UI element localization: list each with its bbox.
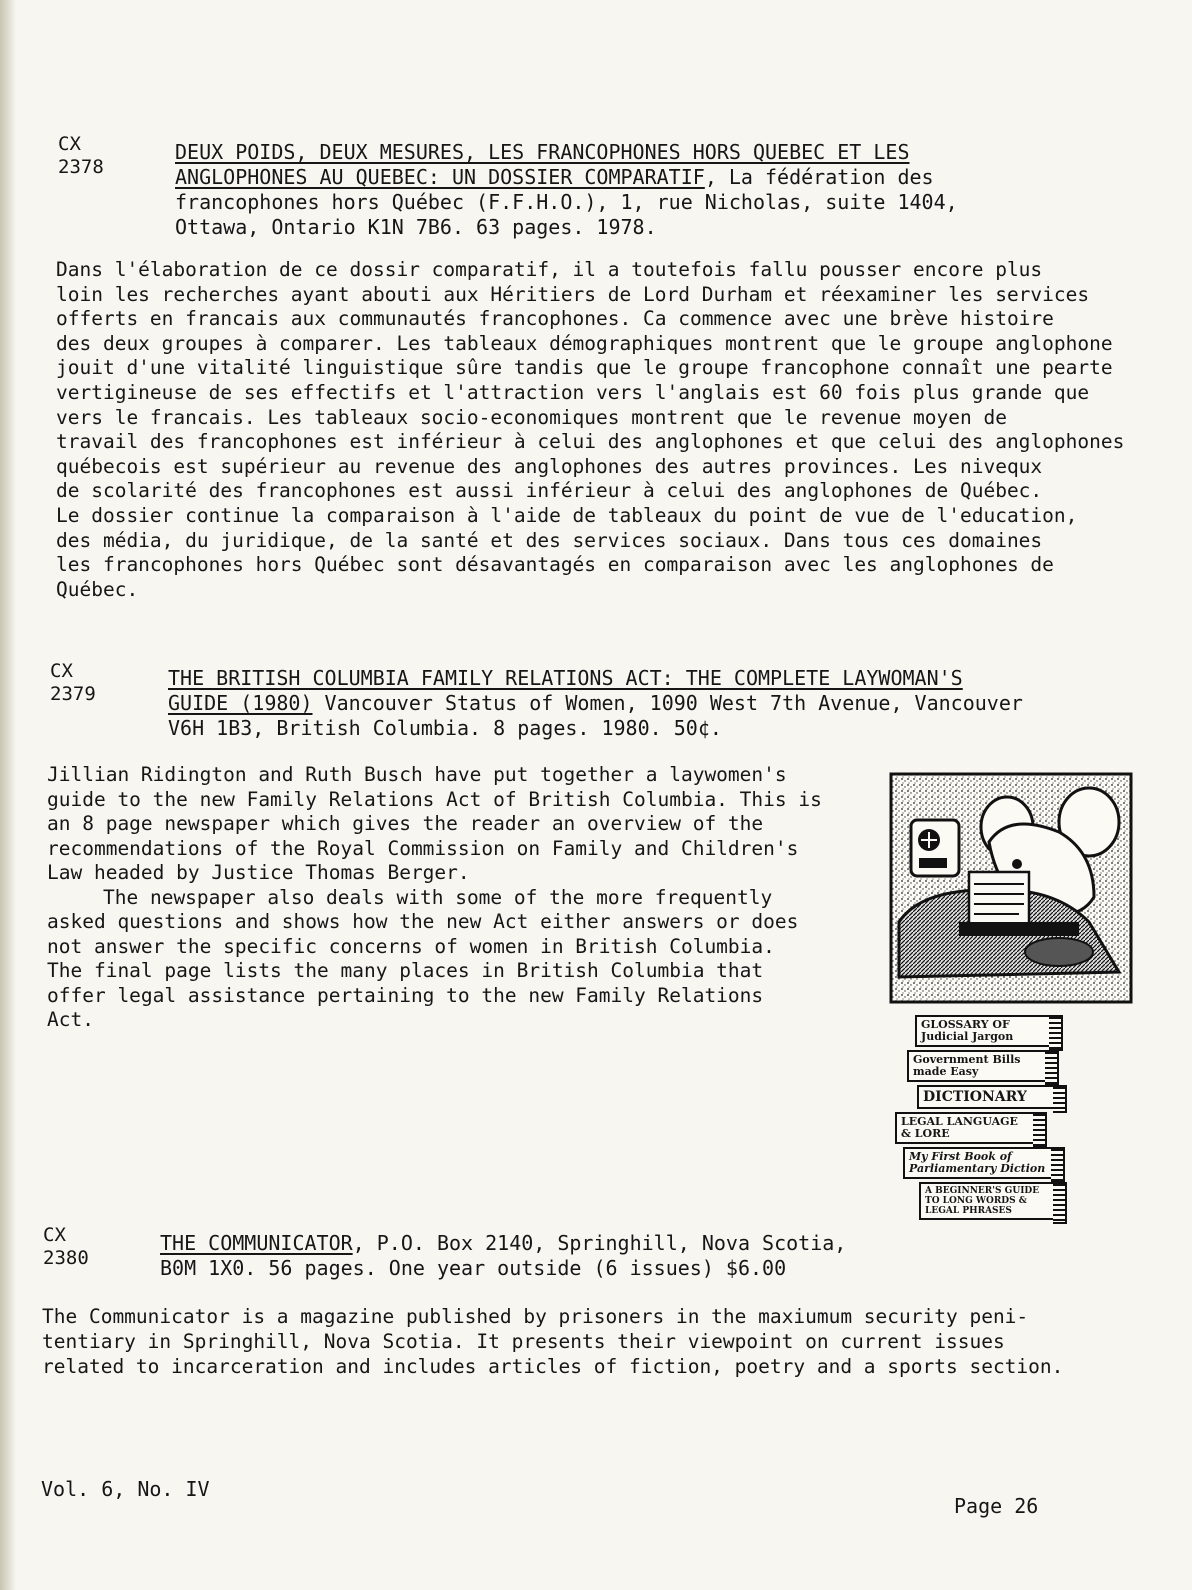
book-title: DICTIONARY	[923, 1089, 1027, 1105]
book-spine	[1033, 1112, 1047, 1148]
entry-number: 2380	[43, 1247, 89, 1269]
abstract-line: offer legal assistance pertaining to the new Family Relations	[47, 983, 764, 1007]
citation-publisher: , La fédération des	[704, 165, 934, 189]
citation-title: THE BRITISH COLUMBIA FAMILY RELATIONS ACT: THE COMPLETE LAYWOMAN'S	[168, 666, 963, 690]
entry-code: CX	[43, 1224, 66, 1246]
book-title: A BEGINNER'S GUIDE TO LONG WORDS & LEGAL PHRASES	[925, 1186, 1040, 1216]
abstract-2380	[42, 1304, 1063, 1379]
citation-publisher: Vancouver Status of Women, 1090 West 7th Avenue, Vancouver	[312, 691, 1023, 715]
entry-id-2380	[43, 1224, 89, 1270]
book	[907, 1050, 1047, 1082]
abstract-line: vers le francais. Les tableaux socio-economiques montrent que le revenue moyen de	[56, 405, 1007, 429]
entry-id-2379	[50, 660, 96, 706]
citation-details: B0M 1X0. 56 pages. One year outside (6 issues) $6.00	[160, 1256, 787, 1280]
abstract-line: asked questions and shows how the new Act either answers or does	[47, 910, 799, 933]
book	[919, 1182, 1055, 1220]
citation-details: Ottawa, Ontario K1N 7B6. 63 pages. 1978.	[175, 215, 657, 239]
citation-title: THE COMMUNICATOR	[160, 1231, 353, 1255]
citation-2379	[168, 666, 1023, 741]
abstract-line: travail des francophones est inférieur à celui des anglophones et que celui des anglophones	[56, 430, 1125, 454]
abstract-line: loin les recherches ayant abouti aux Héritiers de Lord Durham et réexaminer les services	[56, 282, 1090, 306]
abstract-line: The Communicator is a magazine published by prisoners in the maxiumum security peni-	[42, 1305, 1029, 1328]
abstract-2379	[47, 763, 822, 1033]
entry-id-2378	[58, 133, 104, 179]
book-spine	[1053, 1182, 1067, 1224]
abstract-line: québecois est supérieur au revenue des anglophones des autres provinces. Les nivequx	[56, 454, 1043, 478]
abstract-line: The final page lists the many places in British Columbia that	[47, 959, 764, 982]
entry-number: 2378	[58, 156, 104, 178]
citation-title-cont: ANGLOPHONES AU QUEBEC: UN DOSSIER COMPARATIF	[175, 165, 705, 189]
abstract-line: offerts en francais aux communautés francophones. Ca commence avec une brève histoire	[56, 307, 1054, 331]
book-spine	[1053, 1085, 1067, 1113]
book	[917, 1085, 1055, 1109]
abstract-line: recommendations of the Royal Commission on Family and Children's	[47, 836, 799, 860]
volume-number: Vol. 6, No. IV	[41, 1477, 210, 1501]
abstract-line: Act.	[47, 1008, 94, 1031]
book-spine	[1045, 1050, 1059, 1086]
abstract-line: des deux groupes à comparer. Les tableaux démographiques montrent que le groupe anglophone	[56, 331, 1113, 355]
book-title: GLOSSARY OF Judicial Jargon	[921, 1018, 1014, 1043]
abstract-line: Québec.	[56, 577, 139, 601]
book-spine	[1049, 1015, 1063, 1051]
book	[915, 1015, 1051, 1047]
entry-code: CX	[58, 133, 81, 155]
citation-2378	[175, 140, 958, 240]
citation-title: DEUX POIDS, DEUX MESURES, LES FRANCOPHONES HORS QUEBEC ET LES	[175, 140, 910, 164]
book-spine	[1051, 1147, 1065, 1183]
book	[903, 1147, 1053, 1179]
abstract-line: vertigineuse de ses effectifs et l'attraction vers l'anglais est 60 fois plus grande que	[56, 380, 1090, 404]
citation-title-cont: GUIDE (1980)	[168, 691, 313, 715]
citation-address: francophones hors Québec (F.F.H.O.), 1, rue Nicholas, suite 1404,	[175, 190, 958, 214]
book-title: My First Book of Parliamentary Diction	[909, 1150, 1046, 1175]
citation-details: V6H 1B3, British Columbia. 8 pages. 1980. 50¢.	[168, 716, 722, 740]
abstract-line: jouit d'une vitalité linguistique sûre tandis que le groupe francophone connaît une pearte	[56, 356, 1113, 380]
book-title: Government Bills made Easy	[913, 1053, 1021, 1078]
abstract-line: de scolarité des francophones est aussi inférieur à celui des anglophones de Québec.	[56, 479, 1043, 503]
citation-publisher: , P.O. Box 2140, Springhill, Nova Scotia,	[352, 1231, 847, 1255]
abstract-line: guide to the new Family Relations Act of British Columbia. This is	[47, 787, 822, 811]
abstract-line: les francophones hors Québec sont désavantagés en comparaison avec les anglophones de	[56, 553, 1054, 577]
page-number: Page 26	[954, 1494, 1039, 1518]
book	[895, 1112, 1035, 1144]
abstract-line: tentiary in Springhill, Nova Scotia. It presents their viewpoint on current issues	[42, 1330, 1005, 1353]
abstract-line: Law headed by Justice Thomas Berger.	[47, 861, 470, 884]
mouse-typewriter-drawing	[889, 772, 1135, 1007]
entry-code: CX	[50, 660, 73, 682]
abstract-line: Jillian Ridington and Ruth Busch have put together a laywomen's	[47, 763, 787, 786]
entry-number: 2379	[50, 683, 96, 705]
page-binding-shadow	[0, 0, 16, 1590]
book-title: LEGAL LANGUAGE & LORE	[901, 1115, 1018, 1140]
abstract-line: Dans l'élaboration de ce dossir comparatif, il a toutefois fallu pousser encore plus	[56, 258, 1043, 281]
abstract-line: Le dossier continue la comparaison à l'aide de tableaux du point de vue de l'education,	[56, 503, 1078, 527]
abstract-line: des média, du juridique, de la santé et des services sociaux. Dans tous ces domaines	[56, 528, 1043, 552]
book-stack	[895, 1015, 1135, 1223]
abstract-line: an 8 page newspaper which gives the reader an overview of the	[47, 812, 764, 835]
abstract-line: The newspaper also deals with some of the more frequently	[103, 885, 773, 909]
abstract-line: related to incarceration and includes articles of fiction, poetry and a sports section.	[42, 1355, 1064, 1378]
citation-2380	[160, 1231, 846, 1281]
abstract-line: not answer the specific concerns of women in British Columbia.	[47, 934, 775, 958]
abstract-2378	[56, 258, 1124, 602]
